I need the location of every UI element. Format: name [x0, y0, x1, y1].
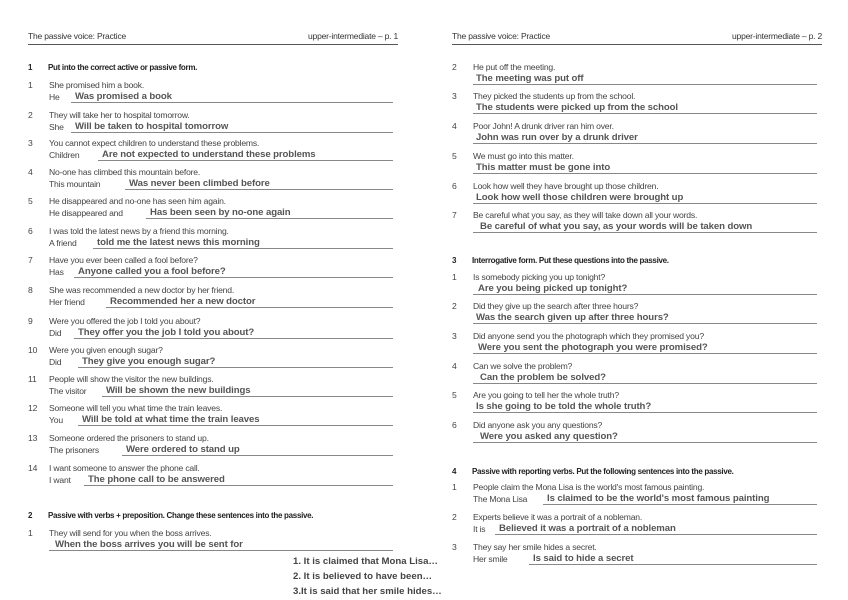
answer-underline [473, 442, 817, 443]
item-sentence: Did they give up the search after three hours? [473, 301, 639, 311]
answer-underline [93, 248, 393, 249]
header-level: upper-intermediate – p. 1 [308, 31, 398, 41]
answer-underline [49, 550, 393, 551]
item-sentence: People will show the visitor the new buildings. [49, 374, 214, 384]
answer-text: Believed it was a portrait of a nobleman [499, 523, 676, 534]
answer-text: Will be taken to hospital tomorrow [75, 121, 229, 132]
answer-line [49, 474, 393, 486]
answer-prefix: The Mona Lisa [473, 494, 528, 504]
answer-underline [125, 189, 393, 190]
answer-underline [473, 203, 817, 204]
item-sentence: I was told the latest news by a friend this morning. [49, 226, 229, 236]
answer-text: Is said to hide a secret [533, 553, 634, 564]
answer-text: Will be told at what time the train leaves [82, 414, 260, 425]
answer-prefix: He [49, 92, 60, 102]
item-sentence: They will take her to hospital tomorrow. [49, 110, 190, 120]
note-line: 2. It is believed to have been… [293, 571, 433, 582]
answer-line [473, 372, 817, 384]
item-number: 1 [452, 482, 457, 492]
section-heading: 1 Put into the correct active or passive form. [28, 63, 198, 72]
answer-underline [146, 218, 393, 219]
answer-prefix: Children [49, 150, 80, 160]
answer-text: John was run over by a drunk driver [476, 132, 638, 143]
answer-text: The phone call to be answered [88, 474, 225, 485]
header-title: The passive voice: Practice [452, 31, 551, 41]
item-sentence: He disappeared and no-one has seen him again. [49, 196, 226, 206]
answer-underline [102, 396, 393, 397]
answer-text: Can the problem be solved? [480, 372, 606, 383]
answer-text: Has been seen by no-one again [150, 207, 291, 218]
item-sentence: Did anyone send you the photograph which they promised you? [473, 331, 704, 341]
item-sentence: Were you offered the job I told you about? [49, 316, 201, 326]
answer-text: Were you asked any question? [480, 431, 618, 442]
answer-line [49, 178, 393, 190]
answer-prefix: Her friend [49, 297, 85, 307]
item-number: 2 [28, 110, 33, 120]
item-sentence: Are you going to tell her the whole truth? [473, 390, 619, 400]
answer-line [473, 221, 817, 233]
worksheet-page-2 [452, 0, 832, 600]
item-number: 14 [28, 463, 38, 473]
answer-underline [106, 307, 393, 308]
item-number: 3 [452, 91, 457, 101]
item-sentence: He put off the meeting. [473, 62, 556, 72]
item-sentence: Experts believe it was a portrait of a nobleman. [473, 512, 643, 522]
item-sentence: Poor John! A drunk driver ran him over. [473, 121, 614, 131]
answer-text: When the boss arrives you will be sent for [55, 539, 243, 550]
answer-underline [78, 367, 393, 368]
answer-underline [71, 132, 393, 133]
answer-underline [473, 383, 817, 384]
item-sentence: Have you ever been called a fool before? [49, 255, 198, 265]
answer-underline [78, 425, 393, 426]
item-number: 7 [452, 210, 457, 220]
answer-text: Recommended her a new doctor [110, 296, 256, 307]
answer-line [49, 327, 393, 339]
answer-line [49, 237, 393, 249]
answer-text: Is claimed to be the world's most famous painting [547, 493, 770, 504]
handwritten-notes [293, 554, 442, 599]
answer-text: Was never been climbed before [129, 178, 270, 189]
item-sentence: Did anyone ask you any questions? [473, 420, 603, 430]
note-line: 1. It is claimed that Mona Lisa… [293, 556, 439, 567]
answer-line [473, 401, 817, 413]
item-number: 2 [452, 301, 457, 311]
answer-underline [98, 160, 393, 161]
answer-line [473, 283, 817, 295]
answer-text: The students were picked up from the school [476, 102, 678, 113]
answer-line [473, 523, 817, 535]
item-sentence: They say her smile hides a secret. [473, 542, 597, 552]
item-number: 1 [28, 528, 33, 538]
section-heading: 2 Passive with verbs + preposition. Change these sentences into the passive. [28, 511, 314, 520]
answer-line [49, 385, 393, 397]
answer-underline [473, 143, 817, 144]
answer-text: told me the latest news this morning [97, 237, 260, 248]
header-title: The passive voice: Practice [28, 31, 127, 41]
answer-underline [473, 323, 817, 324]
answer-text: Are not expected to understand these problems [102, 149, 316, 160]
item-number: 5 [452, 151, 457, 161]
answer-prefix: I want [49, 475, 71, 485]
item-sentence: Someone will tell you what time the train leaves. [49, 403, 223, 413]
answer-underline [473, 412, 817, 413]
answer-line [473, 192, 817, 204]
answer-text: They offer you the job I told you about? [78, 327, 255, 338]
answer-line [473, 553, 817, 565]
answer-underline [473, 113, 817, 114]
item-number: 1 [28, 80, 33, 90]
answer-underline [84, 485, 393, 486]
answer-underline [495, 534, 817, 535]
answer-line [49, 266, 393, 278]
answer-line [473, 162, 817, 174]
answer-line [49, 296, 393, 308]
item-number: 8 [28, 285, 33, 295]
answer-prefix: He disappeared and [49, 208, 123, 218]
answer-line [473, 102, 817, 114]
answer-prefix: The visitor [49, 386, 87, 396]
item-sentence: They picked the students up from the school. [473, 91, 636, 101]
answer-prefix: It is [473, 524, 486, 534]
item-number: 12 [28, 403, 38, 413]
answer-text: Look how well those children were brought up [476, 192, 684, 203]
page-header [452, 30, 822, 45]
answer-prefix: This mountain [49, 179, 101, 189]
item-sentence: We must go into this matter. [473, 151, 574, 161]
note-line: 3.It is said that her smile hides… [293, 586, 442, 597]
answer-line [49, 149, 393, 161]
item-number: 6 [28, 226, 33, 236]
item-number: 2 [452, 512, 457, 522]
item-number: 6 [452, 420, 457, 430]
answer-underline [543, 504, 817, 505]
answer-text: Will be shown the new buildings [106, 385, 251, 396]
answer-prefix: Did [49, 328, 62, 338]
answer-text: Were ordered to stand up [126, 444, 240, 455]
item-sentence: Someone ordered the prisoners to stand up. [49, 433, 209, 443]
answer-text: Be careful of what you say, as your words will be taken down [480, 221, 753, 232]
item-number: 2 [452, 62, 457, 72]
item-number: 9 [28, 316, 33, 326]
item-number: 6 [452, 181, 457, 191]
item-sentence: You cannot expect children to understand these problems. [49, 138, 260, 148]
answer-line [473, 431, 817, 443]
item-sentence: Is somebody picking you up tonight? [473, 272, 606, 282]
item-number: 5 [28, 196, 33, 206]
item-sentence: They will send for you when the boss arrives. [49, 528, 212, 538]
answer-line [49, 356, 393, 368]
item-sentence: She was recommended a new doctor by her friend. [49, 285, 235, 295]
answer-text: This matter must be gone into [476, 162, 611, 173]
answer-text: Anyone called you a fool before? [78, 266, 226, 277]
answer-underline [473, 84, 817, 85]
item-number: 1 [452, 272, 457, 282]
worksheet-page-1 [28, 0, 408, 600]
answer-prefix: The prisoners [49, 445, 99, 455]
item-sentence: Look how well they have brought up those children. [473, 181, 659, 191]
answer-prefix: You [49, 415, 63, 425]
answer-line [49, 444, 393, 456]
item-sentence: She promised him a book. [49, 80, 145, 90]
item-number: 13 [28, 433, 38, 443]
item-number: 7 [28, 255, 33, 265]
answer-prefix: Has [49, 267, 64, 277]
answer-line [49, 121, 393, 133]
section-heading: 3 Interrogative form. Put these questions into the passive. [452, 256, 669, 265]
item-number: 4 [452, 121, 457, 131]
item-number: 4 [28, 167, 33, 177]
answer-line [49, 91, 393, 103]
answer-line [473, 312, 817, 324]
answer-prefix: Her smile [473, 554, 508, 564]
answer-line [49, 207, 393, 219]
answer-underline [71, 102, 393, 103]
answer-line [49, 539, 393, 551]
item-number: 4 [452, 361, 457, 371]
answer-underline [529, 564, 817, 565]
item-number: 3 [452, 331, 457, 341]
answer-prefix: Did [49, 357, 62, 367]
answer-underline [74, 277, 393, 278]
header-level: upper-intermediate – p. 2 [732, 31, 822, 41]
item-sentence: Can we solve the problem? [473, 361, 573, 371]
answer-text: Is she going to be told the whole truth? [476, 401, 652, 412]
answer-text: Was promised a book [75, 91, 172, 102]
item-sentence: No-one has climbed this mountain before. [49, 167, 201, 177]
answer-text: Are you being picked up tonight? [478, 283, 628, 294]
answer-underline [473, 294, 817, 295]
answer-underline [74, 338, 393, 339]
item-sentence: People claim the Mona Lisa is the world's most famous painting. [473, 482, 705, 492]
answer-underline [473, 353, 817, 354]
answer-line [473, 132, 817, 144]
answer-text: The meeting was put off [476, 73, 584, 84]
answer-line [473, 73, 817, 85]
answer-underline [122, 455, 393, 456]
answer-line [49, 414, 393, 426]
item-sentence: I want someone to answer the phone call. [49, 463, 200, 473]
answer-line [473, 493, 817, 505]
item-number: 10 [28, 345, 38, 355]
answer-text: They give you enough sugar? [82, 356, 216, 367]
section-heading: 4 Passive with reporting verbs. Put the following sentences into the passive. [452, 467, 734, 476]
answer-text: Was the search given up after three hours? [476, 312, 669, 323]
answer-underline [473, 232, 817, 233]
answer-underline [473, 173, 817, 174]
item-number: 3 [28, 138, 33, 148]
answer-line [473, 342, 817, 354]
page-header [28, 30, 398, 45]
item-sentence: Be careful what you say, as they will take down all your words. [473, 210, 698, 220]
item-number: 3 [452, 542, 457, 552]
item-number: 11 [28, 374, 37, 384]
answer-prefix: A friend [49, 238, 77, 248]
item-number: 5 [452, 390, 457, 400]
answer-prefix: She [49, 122, 64, 132]
item-sentence: Were you given enough sugar? [49, 345, 163, 355]
answer-text: Were you sent the photograph you were promised? [478, 342, 708, 353]
